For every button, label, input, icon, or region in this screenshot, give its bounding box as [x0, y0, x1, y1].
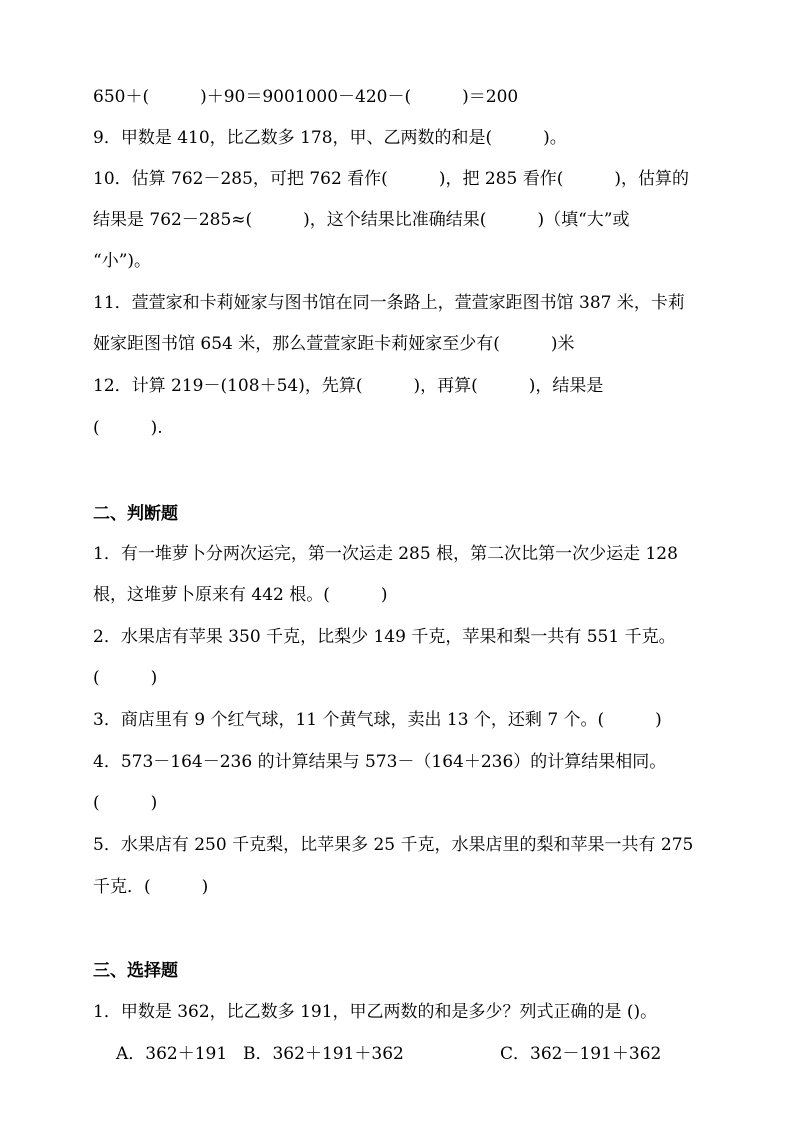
- question-line: 1．有一堆萝卜分两次运完，第一次运走 285 根，第二次比第一次少运走 128: [93, 544, 678, 564]
- question-line: ( ): [93, 668, 158, 688]
- question-line: “小”)。: [93, 251, 152, 271]
- section-heading: 三、选择题: [93, 961, 178, 981]
- question-line: 650＋( )＋90＝9001000－420－( )＝200: [93, 87, 519, 107]
- question-line: 1．甲数是 362，比乙数多 191，甲乙两数的和是多少？列式正确的是 ()。: [93, 1002, 658, 1022]
- question-line: 12．计算 219－(108＋54)，先算( )，再算( )，结果是: [93, 376, 604, 396]
- question-line: 4．573－164－236 的计算结果与 573－（164＋236）的计算结果相同。: [93, 752, 667, 772]
- question-line: 结果是 762－285≈( )，这个结果比准确结果( )（填“大”或: [93, 210, 630, 230]
- question-line: 10．估算 762－285，可把 762 看作( )，把 285 看作( )，估算的: [93, 169, 689, 189]
- question-line: 11．萱萱家和卡莉娅家与图书馆在同一条路上，萱萱家距图书馆 387 米，卡莉: [93, 293, 685, 313]
- question-line: 5．水果店有 250 千克梨，比苹果多 25 千克，水果店里的梨和苹果一共有 275: [93, 835, 694, 855]
- option-a: A．362＋191: [116, 1044, 228, 1064]
- section-heading: 二、判断题: [93, 504, 178, 524]
- question-line: ( ).: [93, 418, 163, 438]
- question-line: 娅家距图书馆 654 米，那么萱萱家距卡莉娅家至少有( )米: [93, 334, 575, 354]
- option-c: C．362－191＋362: [500, 1044, 662, 1064]
- question-line: 3．商店里有 9 个红气球，11 个黄气球，卖出 13 个，还剩 7 个。( ): [93, 710, 662, 730]
- question-line: ( ): [93, 793, 158, 813]
- question-line: 千克．( ): [93, 877, 209, 897]
- question-line: 9．甲数是 410，比乙数多 178，甲、乙两数的和是( )。: [93, 128, 567, 148]
- option-b: B．362＋191＋362: [243, 1044, 404, 1064]
- question-line: 根，这堆萝卜原来有 442 根。( ): [93, 585, 388, 605]
- question-line: 2．水果店有苹果 350 千克，比梨少 149 千克，苹果和梨一共有 551 千克。: [93, 627, 676, 647]
